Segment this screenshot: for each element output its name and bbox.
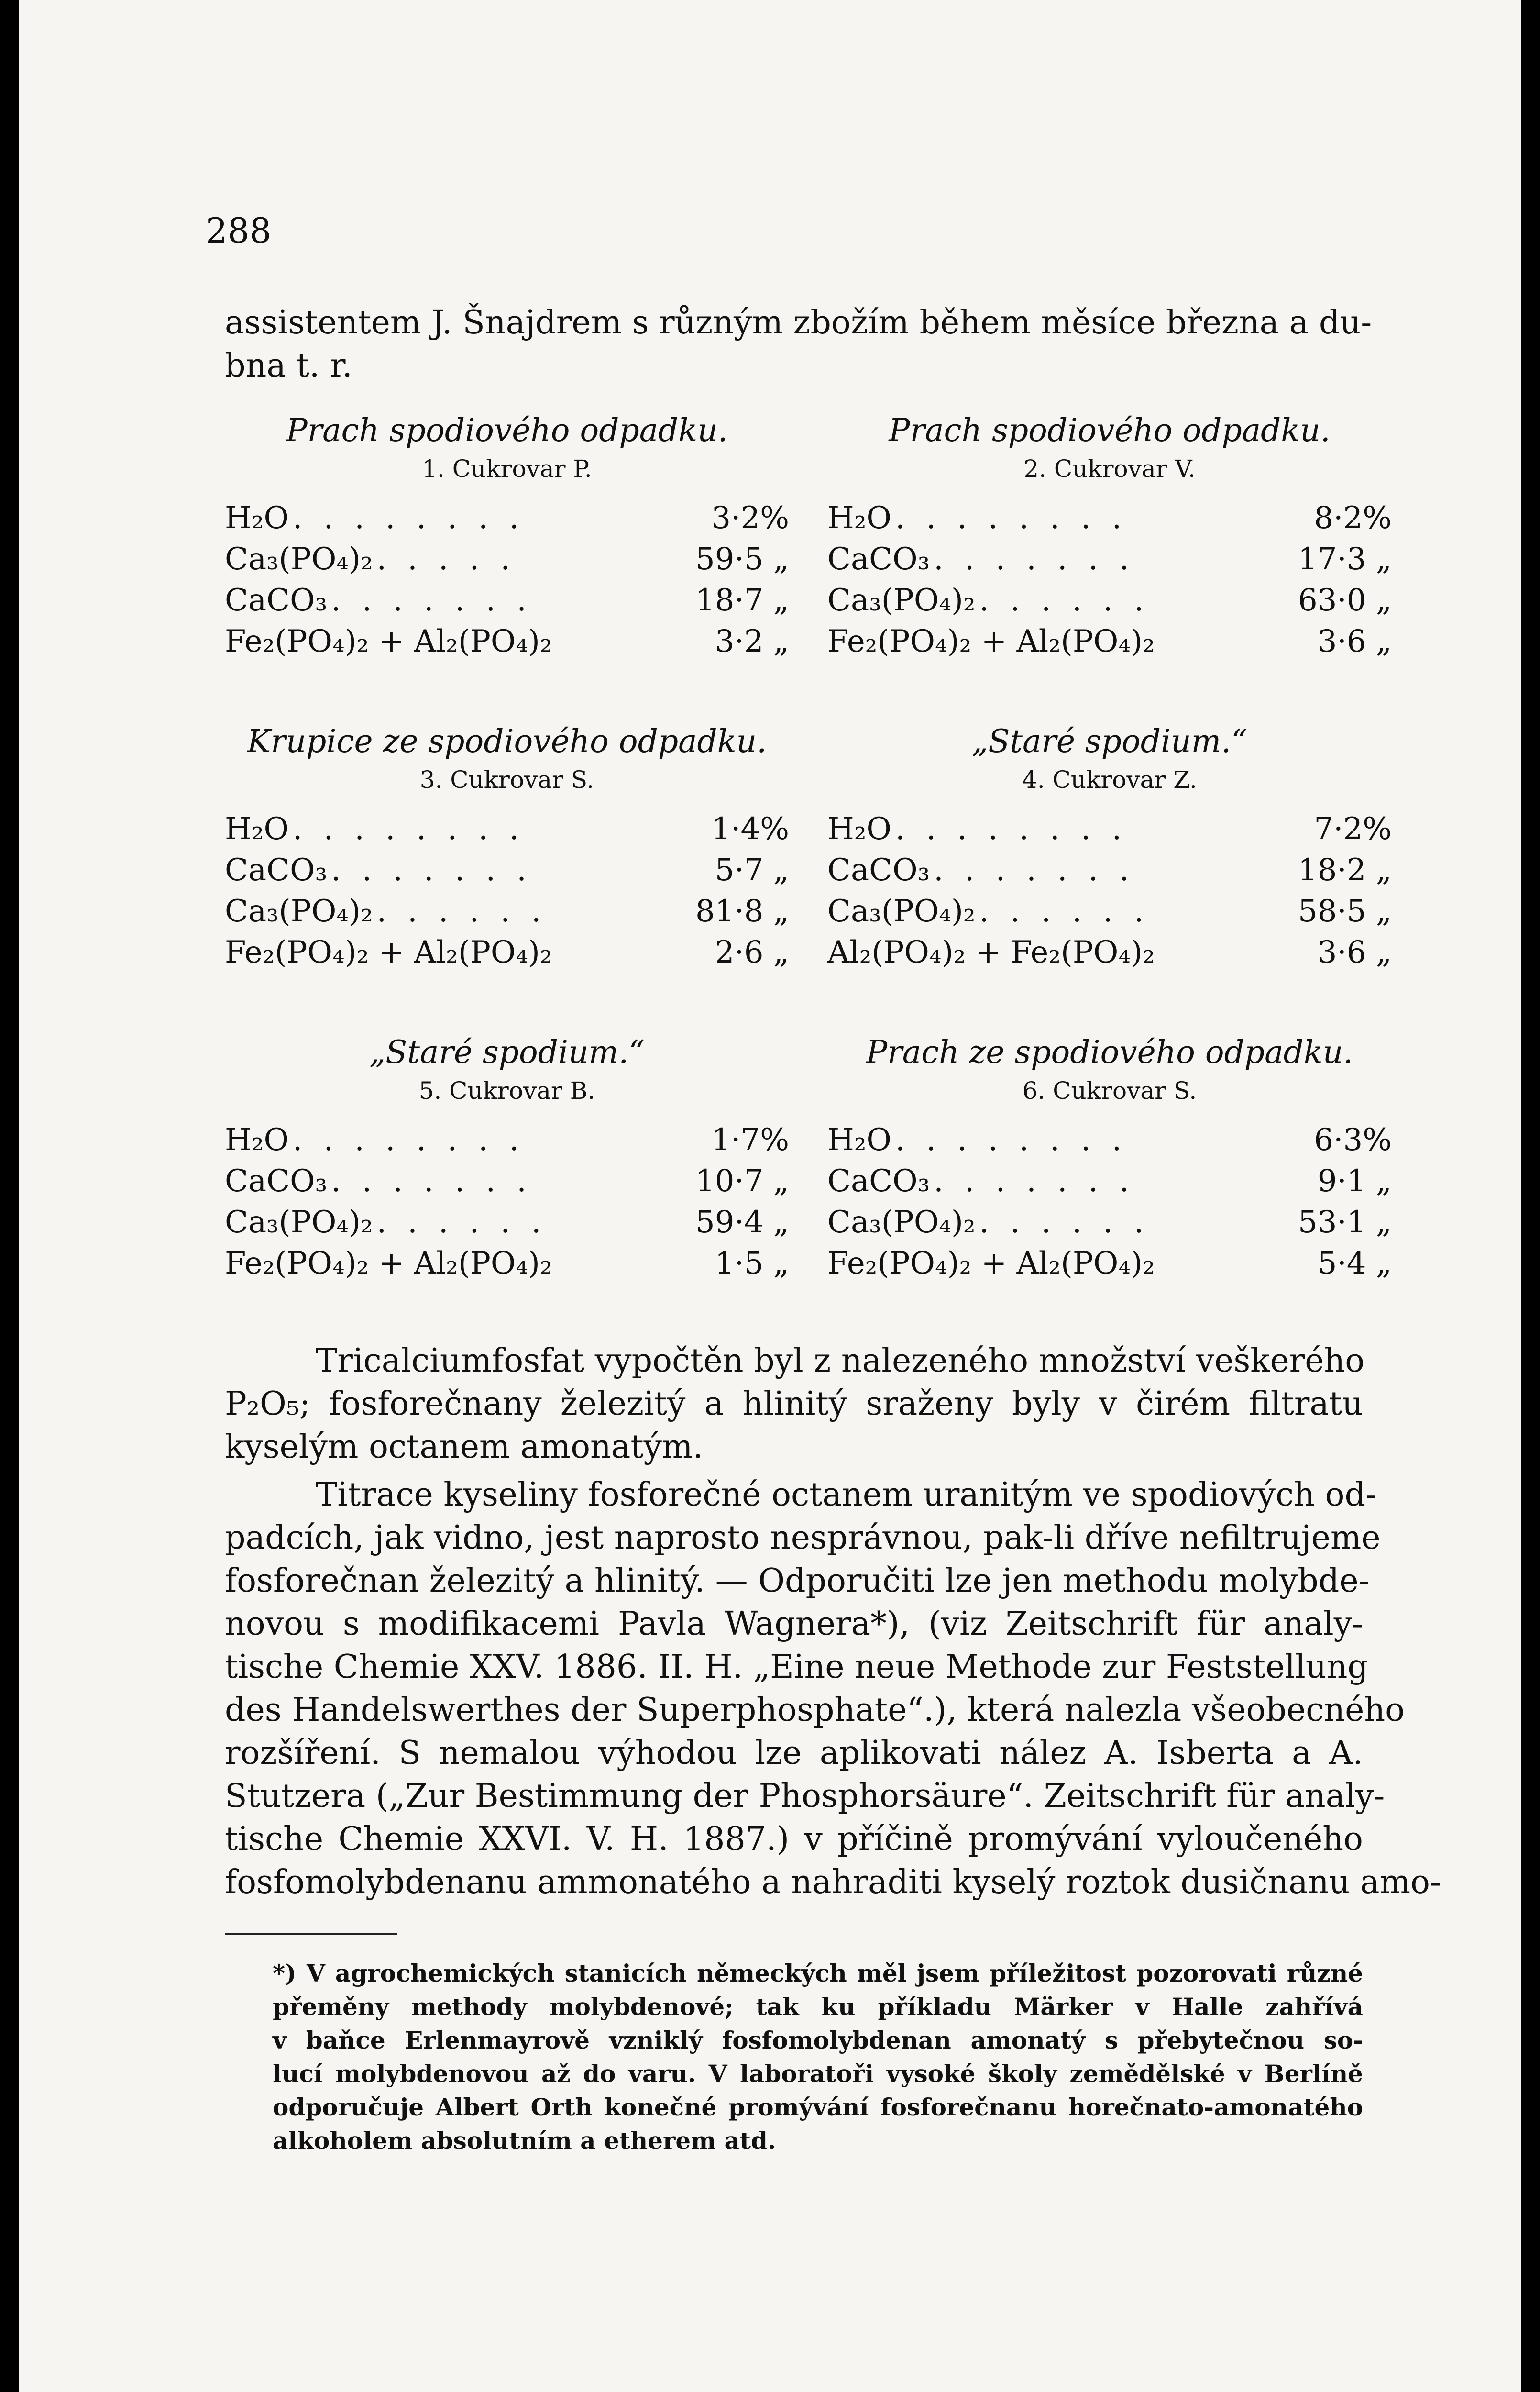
compound: CaCO₃ <box>827 853 930 888</box>
analysis-block-4 <box>827 722 1392 973</box>
leader-dots: . . . . . . <box>376 894 547 929</box>
percent-value: 5·4 „ <box>1317 1246 1392 1281</box>
block-factory: 2. Cukrovar V. <box>1023 455 1196 483</box>
percent-value: 58·5 „ <box>1298 894 1392 929</box>
text-line: assistentem J. Šnajdrem s různým zbožím během měsíce března a du- <box>225 304 1372 342</box>
analysis-row <box>225 932 789 973</box>
analysis-row <box>225 808 789 850</box>
analysis-row <box>225 580 789 621</box>
analysis-row <box>225 498 789 539</box>
compound: Fe₂(PO₄)₂ + Al₂(PO₄)₂ <box>225 1246 552 1281</box>
leader-dots: . . . . . . . . <box>895 500 1128 536</box>
leader-dots: . . . . . . . <box>331 583 532 618</box>
leader-dots: . . . . . . . <box>934 542 1135 577</box>
analysis-row <box>827 1202 1392 1243</box>
analysis-row <box>225 621 789 662</box>
footnote <box>225 1957 1363 2158</box>
analysis-row <box>827 1243 1392 1284</box>
footnote-line: v baňce Erlenmayrově vzniklý fosfomolybdenan amonatý s přebytečnou so- <box>273 2026 1363 2054</box>
percent-value: 1·4% <box>711 811 789 847</box>
analysis-row <box>827 932 1392 973</box>
page-number: 288 <box>206 210 272 251</box>
analysis-row <box>827 580 1392 621</box>
leader-dots <box>552 1243 715 1284</box>
text-line: bna t. r. <box>225 347 352 385</box>
footnote-line: odporučuje Albert Orth konečné promývání fosforečnanu horečnato-amonatého <box>273 2093 1363 2121</box>
compound: H₂O <box>827 500 891 536</box>
analysis-row <box>225 1243 789 1284</box>
analysis-block-6 <box>827 1033 1392 1284</box>
compound: CaCO₃ <box>225 583 328 618</box>
percent-value: 59·5 „ <box>695 542 789 577</box>
leader-dots: . . . . . . . . <box>292 811 525 847</box>
percent-value: 3·6 „ <box>1317 624 1392 659</box>
text-line: kyselým octanem amonatým. <box>225 1428 704 1466</box>
percent-value: 3·6 „ <box>1317 935 1392 970</box>
block-factory: 4. Cukrovar Z. <box>1022 766 1197 794</box>
compound: H₂O <box>225 811 289 847</box>
compound: Ca₃(PO₄)₂ <box>827 583 976 618</box>
percent-value: 1·7% <box>711 1122 789 1158</box>
analysis-row <box>827 1161 1392 1202</box>
compound: Fe₂(PO₄)₂ + Al₂(PO₄)₂ <box>827 1246 1155 1281</box>
text-line: tische Chemie XXV. 1886. II. H. „Eine neue Methode zur Feststellung <box>225 1648 1368 1686</box>
percent-value: 81·8 „ <box>695 894 789 929</box>
compound: H₂O <box>225 500 289 536</box>
analysis-row <box>225 891 789 932</box>
compound: CaCO₃ <box>827 542 930 577</box>
analysis-row <box>827 1119 1392 1161</box>
compound: Ca₃(PO₄)₂ <box>225 894 373 929</box>
text-line: Tricalciumfosfat vypočtěn byl z nalezeného množství veškerého <box>316 1342 1365 1380</box>
text-line: fosfomolybdenanu ammonatého a nahraditi kyselý roztok dusičnanu amo- <box>225 1863 1441 1901</box>
analysis-row <box>827 621 1392 662</box>
paragraph-tricalcium <box>225 1340 1363 1469</box>
analysis-row <box>225 1161 789 1202</box>
block-factory: 5. Cukrovar B. <box>418 1077 595 1105</box>
compound: CaCO₃ <box>225 1163 328 1199</box>
compound: Fe₂(PO₄)₂ + Al₂(PO₄)₂ <box>225 624 552 659</box>
leader-dots <box>552 621 715 662</box>
block-title: Prach spodiového odpadku. <box>889 412 1331 449</box>
paragraph-titration <box>225 1473 1441 1904</box>
leader-dots: . . . . . . . . <box>895 811 1128 847</box>
leader-dots: . . . . . . . . <box>292 500 525 536</box>
compound: Al₂(PO₄)₂ + Fe₂(PO₄)₂ <box>827 935 1155 970</box>
percent-value: 7·2% <box>1314 811 1392 847</box>
analysis-row <box>225 850 789 891</box>
analysis-row <box>827 498 1392 539</box>
percent-value: 53·1 „ <box>1298 1205 1392 1240</box>
leader-dots: . . . . . . . <box>934 853 1135 888</box>
intro-paragraph <box>225 301 1372 388</box>
footnote-line: lucí molybdenovou až do varu. V laboratoři vysoké školy zemědělské v Berlíně <box>273 2060 1363 2088</box>
compound: Ca₃(PO₄)₂ <box>827 1205 976 1240</box>
percent-value: 2·6 „ <box>715 935 789 970</box>
leader-dots: . . . . . . <box>376 1205 547 1240</box>
leader-dots <box>1155 932 1318 973</box>
compound: Ca₃(PO₄)₂ <box>225 1205 373 1240</box>
leader-dots <box>1155 1243 1318 1284</box>
footnote-line: alkoholem absolutním a etherem atd. <box>273 2126 776 2155</box>
analysis-row <box>827 808 1392 850</box>
leader-dots: . . . . . . . <box>331 1163 532 1199</box>
footnote-divider <box>225 1933 397 1935</box>
analysis-block-2 <box>827 411 1392 662</box>
compound: H₂O <box>225 1122 289 1158</box>
analysis-row <box>827 539 1392 580</box>
text-line: padcích, jak vidno, jest naprosto nesprávnou, pak-li dříve nefiltrujeme <box>225 1519 1381 1557</box>
percent-value: 63·0 „ <box>1298 583 1392 618</box>
leader-dots: . . . . . . . <box>934 1163 1135 1199</box>
percent-value: 59·4 „ <box>695 1205 789 1240</box>
leader-dots: . . . . . . . . <box>895 1122 1128 1158</box>
compound: CaCO₃ <box>225 853 328 888</box>
compound: H₂O <box>827 811 891 847</box>
book-page <box>19 0 1521 2392</box>
block-title: Krupice ze spodiového odpadku. <box>247 723 767 760</box>
percent-value: 3·2 „ <box>715 624 789 659</box>
analysis-row <box>827 850 1392 891</box>
percent-value: 1·5 „ <box>715 1246 789 1281</box>
leader-dots <box>552 932 715 973</box>
leader-dots: . . . . . . . <box>331 853 532 888</box>
block-factory: 3. Cukrovar S. <box>419 766 594 794</box>
text-line: novou s modifikacemi Pavla Wagnera*), (viz Zeitschrift für analy- <box>225 1605 1363 1643</box>
block-title: Prach spodiového odpadku. <box>286 412 728 449</box>
analysis-row <box>225 539 789 580</box>
percent-value: 9·1 „ <box>1317 1163 1392 1199</box>
compound: Ca₃(PO₄)₂ <box>827 894 976 929</box>
leader-dots: . . . . . . <box>979 894 1150 929</box>
compound: CaCO₃ <box>827 1163 930 1199</box>
text-line: des Handelswerthes der Superphosphate“.), která nalezla všeobecného <box>225 1691 1405 1729</box>
text-line: tische Chemie XXVI. V. H. 1887.) v příčině promývání vyloučeného <box>225 1820 1363 1858</box>
compound: H₂O <box>827 1122 891 1158</box>
analysis-row <box>225 1119 789 1161</box>
percent-value: 17·3 „ <box>1298 542 1392 577</box>
text-line: rozšíření. S nemalou výhodou lze aplikovati nález A. Isberta a A. <box>225 1734 1363 1772</box>
leader-dots: . . . . . . <box>979 1205 1150 1240</box>
block-title: „Staré spodium.“ <box>369 1034 645 1071</box>
percent-value: 18·2 „ <box>1298 853 1392 888</box>
percent-value: 18·7 „ <box>695 583 789 618</box>
percent-value: 6·3% <box>1314 1122 1392 1158</box>
block-factory: 6. Cukrovar S. <box>1022 1077 1197 1105</box>
percent-value: 8·2% <box>1314 500 1392 536</box>
leader-dots: . . . . . <box>376 542 516 577</box>
text-line: P₂O₅; fosforečnany železitý a hlinitý sraženy byly v čirém filtratu <box>225 1385 1363 1423</box>
analysis-block-1 <box>225 411 789 662</box>
leader-dots: . . . . . . . . <box>292 1122 525 1158</box>
footnote-line: přeměny methody molybdenové; tak ku příkladu Märker v Halle zahřívá <box>273 1993 1363 2021</box>
analysis-block-3 <box>225 722 789 973</box>
text-line: Titrace kyseliny fosforečné octanem uranitým ve spodiových od- <box>316 1476 1376 1514</box>
leader-dots: . . . . . . <box>979 583 1150 618</box>
leader-dots <box>1155 621 1318 662</box>
compound: Ca₃(PO₄)₂ <box>225 542 373 577</box>
block-factory: 1. Cukrovar P. <box>422 455 592 483</box>
percent-value: 10·7 „ <box>695 1163 789 1199</box>
text-line: Stutzera („Zur Bestimmung der Phosphorsäure“. Zeitschrift für analy- <box>225 1777 1385 1815</box>
compound: Fe₂(PO₄)₂ + Al₂(PO₄)₂ <box>225 935 552 970</box>
block-title: „Staré spodium.“ <box>972 723 1247 760</box>
footnote-line: *) V agrochemických stanicích německých měl jsem příležitost pozorovati různé <box>273 1959 1363 1987</box>
analysis-row <box>225 1202 789 1243</box>
percent-value: 3·2% <box>711 500 789 536</box>
text-line: fosforečnan železitý a hlinitý. — Odporučiti lze jen methodu molybde- <box>225 1562 1370 1600</box>
compound: Fe₂(PO₄)₂ + Al₂(PO₄)₂ <box>827 624 1155 659</box>
block-title: Prach ze spodiového odpadku. <box>866 1034 1353 1071</box>
analysis-row <box>827 891 1392 932</box>
percent-value: 5·7 „ <box>715 853 789 888</box>
analysis-block-5 <box>225 1033 789 1284</box>
